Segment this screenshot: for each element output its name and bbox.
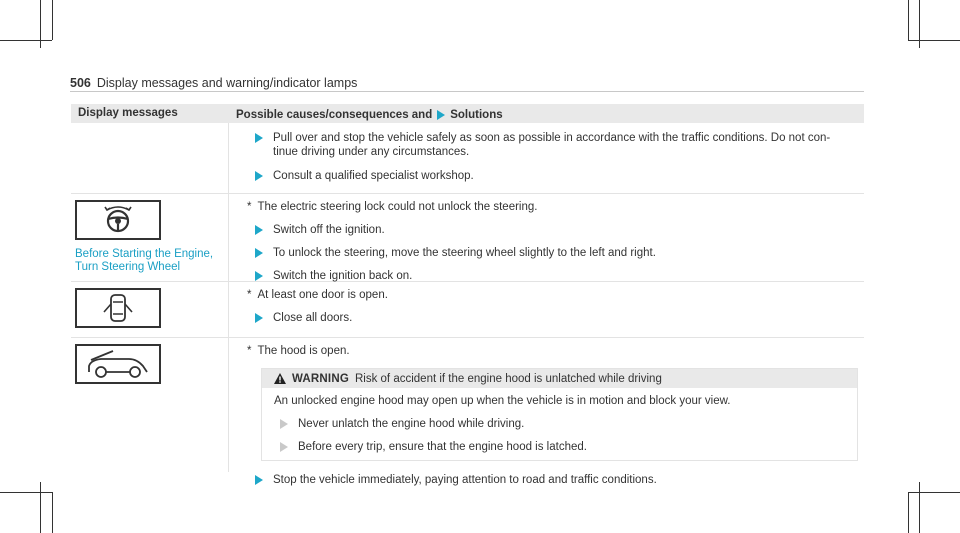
solution-arrow-icon: [255, 133, 263, 143]
solution-arrow-icon: [280, 442, 288, 452]
col-header-suffix: Solutions: [450, 109, 503, 121]
message-label: Turn Steering Wheel: [75, 261, 181, 273]
steering-wheel-icon: [75, 200, 161, 240]
table-cell-message: [71, 123, 229, 193]
solution-step: [280, 440, 857, 454]
warning-box: [261, 368, 858, 461]
crop-mark: [908, 40, 960, 41]
solution-step: [255, 169, 864, 183]
solution-step: [255, 269, 864, 283]
crop-mark: [0, 40, 52, 41]
table-header: [71, 104, 864, 123]
table-cell-message: [71, 194, 229, 281]
solution-step: [255, 223, 864, 237]
step-text: To unlock the steering, move the steering wheel slightly to the left and right.: [273, 247, 656, 259]
solution-arrow-icon: [255, 313, 263, 323]
solution-arrow-icon: [255, 225, 263, 235]
crop-mark: [908, 492, 909, 533]
table-cell-message: [71, 282, 229, 337]
solution-arrow-icon: [255, 171, 263, 181]
solution-arrow-icon: [280, 419, 288, 429]
col-header-prefix: Possible causes/consequences and: [236, 109, 433, 121]
col-causes-solutions: [229, 104, 864, 123]
page-header: [70, 76, 357, 90]
warning-header: [262, 369, 857, 388]
solution-step: [255, 311, 864, 325]
step-text: Never unlatch the engine hood while driving.: [298, 418, 525, 430]
hood-open-icon: [75, 344, 161, 384]
step-text: Stop the vehicle immediately, paying attention to road and traffic conditions.: [273, 474, 657, 486]
solution-arrow-icon: [255, 248, 263, 258]
solution-step: [255, 246, 864, 260]
table-row: [71, 194, 864, 282]
step-text: tinue driving under any circumstances.: [273, 146, 470, 158]
crop-mark: [0, 492, 52, 493]
solution-arrow-icon: [255, 475, 263, 485]
warning-triangle-icon: [274, 373, 286, 384]
table-row: [71, 282, 864, 338]
solution-step: [280, 417, 857, 431]
table-cell-solutions: [229, 282, 864, 337]
table-cell-solutions: [229, 194, 864, 281]
warning-description: An unlocked engine hood may open up when the vehicle is in motion and block your view.: [274, 395, 731, 407]
solution-step: [255, 473, 864, 487]
cause-text: * The electric steering lock could not unlock the steering.: [247, 201, 538, 213]
step-text: Before every trip, ensure that the engine hood is latched.: [298, 441, 587, 453]
table-row: [71, 338, 864, 486]
table-cell-solutions: [229, 338, 864, 486]
solution-arrow-icon: [437, 110, 445, 120]
warning-text: Risk of accident if the engine hood is unlatched while driving: [354, 372, 662, 385]
step-text: Close all doors.: [273, 312, 353, 324]
cause-text: * The hood is open.: [247, 345, 350, 357]
header-divider: [70, 91, 864, 92]
crop-mark: [908, 492, 960, 493]
crop-mark: [52, 492, 53, 533]
page-number: 506: [70, 76, 91, 90]
page-title: Display messages and warning/indicator lamps: [96, 76, 358, 90]
crop-mark: [908, 0, 909, 40]
crop-mark: [52, 0, 53, 40]
warning-body: [262, 388, 857, 460]
table-cell-message: [71, 338, 229, 472]
table-row: [71, 123, 864, 194]
step-text: Switch the ignition back on.: [273, 270, 413, 282]
solution-arrow-icon: [255, 271, 263, 281]
step-text: Switch off the ignition.: [273, 224, 385, 236]
message-label: Before Starting the Engine,: [75, 248, 214, 260]
messages-table: [71, 104, 864, 486]
step-text: Pull over and stop the vehicle safely as soon as possible in accordance with the traffic conditions. Do not con-: [273, 132, 831, 144]
crop-mark: [40, 482, 41, 533]
col-display-messages: Display messages: [78, 107, 178, 119]
door-open-icon: [75, 288, 161, 328]
table-cell-solutions: [229, 123, 864, 193]
warning-title: WARNING: [292, 372, 349, 385]
solution-step: [255, 131, 864, 159]
cause-text: * At least one door is open.: [247, 289, 388, 301]
crop-mark: [919, 482, 920, 533]
step-text: Consult a qualified specialist workshop.: [273, 170, 474, 182]
